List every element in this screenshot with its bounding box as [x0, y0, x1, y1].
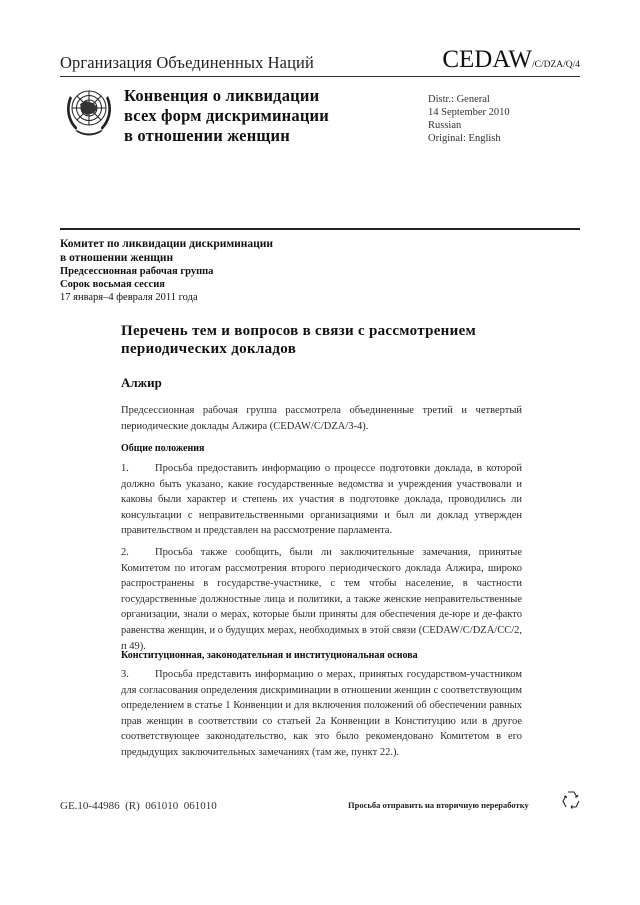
organization-name: Организация Объединенных Наций — [60, 53, 314, 72]
header-rule — [60, 76, 580, 77]
convention-title: Конвенция о ликвидации всех форм дискриминации в отношении женщин — [124, 86, 329, 145]
document-title: Перечень тем и вопросов в связи с рассмотрением периодических докладов — [121, 323, 477, 357]
country-heading: Алжир — [121, 375, 162, 390]
paragraph-number: 3. — [121, 669, 129, 680]
committee-name-cont: в отношении женщин — [60, 252, 174, 264]
intro-paragraph: Предсессионная рабочая группа рассмотрела объединенные третий и четвертый периодические доклады Алжира (CEDAW/C/DZA/3-4). — [121, 405, 522, 432]
original-language: Original: English — [428, 133, 501, 144]
document-code: GE.10-44986 (R) 061010 061010 — [60, 800, 217, 812]
section-heading-constitutional: Конституционная, законодательная и институциональная основа — [121, 650, 418, 661]
section-heading-general: Общие положения — [121, 443, 205, 454]
paragraph-1 — [121, 461, 522, 539]
distribution-info — [428, 93, 510, 145]
committee-block — [60, 237, 273, 304]
document-symbol — [442, 46, 580, 74]
paragraph-3 — [121, 667, 522, 761]
recycle-notice: Просьба отправить на вторичную переработку — [348, 800, 529, 810]
date: 14 September 2010 — [428, 107, 510, 118]
symbol-main: CEDAW — [442, 46, 532, 73]
distribution: Distr.: General — [428, 94, 490, 105]
working-group: Предсессионная рабочая группа — [60, 266, 214, 277]
un-emblem-icon — [63, 82, 115, 140]
committee-name: Комитет по ликвидации дискриминации — [60, 238, 274, 250]
recycle-icon — [560, 789, 582, 811]
session-dates: 17 января–4 февраля 2011 года — [60, 292, 198, 303]
section-rule — [60, 228, 580, 230]
paragraph-text: Просьба также сообщить, были ли заключительные замечания, принятые Комитетом по итогам рассмотрения второго периодического доклада Алжира, широко распространены в государстве-участнике, с тем чтобы население, в частности государственные должностные лица и политики, а также женские неправительственные организации, знали о мерах, которые были приняты для обеспечения де-юре и де-факто равенства женщин, и о будущих мерах, необходимых в этой связи (CEDAW/C/DZA/CC/2, п 49). — [121, 547, 522, 652]
session: Сорок восьмая сессия — [60, 279, 165, 290]
paragraph-number: 2. — [121, 547, 129, 558]
paragraph-number: 1. — [121, 463, 129, 474]
paragraph-text: Просьба предоставить информацию о процессе подготовки доклада, в которой должно быть указано, какие государственные ведомства и учреждения участвовали и каковы были характер и степень их участия в подготовке доклада, проводились ли консультации с неправительственными организациями и был ли доклад утвержден правительством и представлен на рассмотрение парламента. — [121, 463, 522, 537]
paragraph-2 — [121, 545, 522, 654]
language: Russian — [428, 120, 462, 131]
symbol-sub: /C/DZA/Q/4 — [531, 60, 580, 70]
paragraph-text: Просьба представить информацию о мерах, принятых государством-участником для согласования определения дискриминации в отношении женщин с соответствующим определением в статье 1 Конвенции и для включения положений об обеспечении равных прав женщин в соответствии со статьей 2a Конвенции в Конституцию или в другое соответствующее законодательство, как это было рекомендовано Комитетом в его предыдущих заключительных замечаниях (там же, пункт 22.). — [121, 669, 522, 758]
